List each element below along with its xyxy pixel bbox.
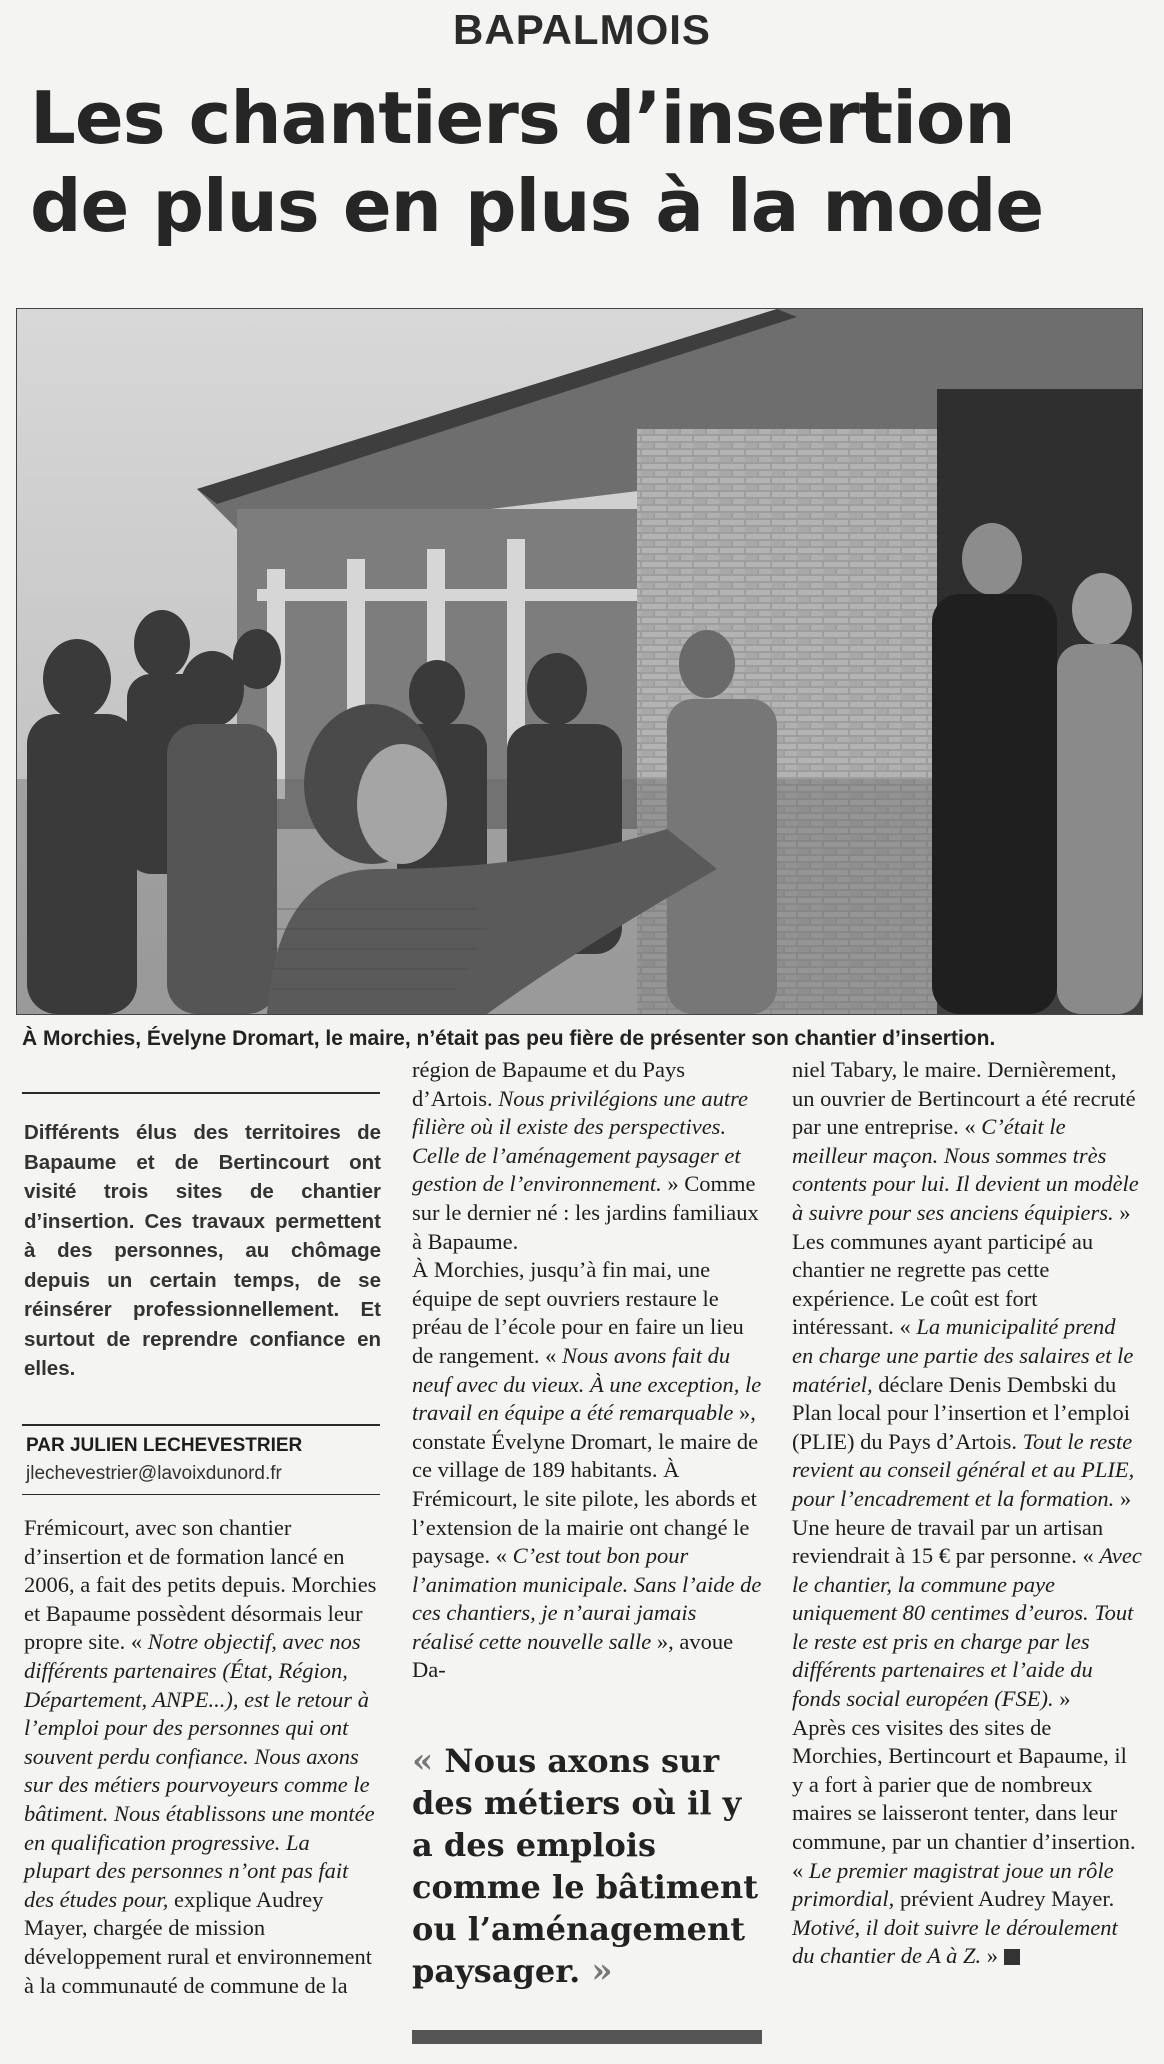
quote-run: Tout le reste revient au conseil général et au PLIE, pour l’encadrement et la formation.: [792, 1428, 1135, 1511]
pull-quote-text: Nous axons sur des métiers où il y a des emplois comme le bâtiment ou l’aménagement paysager.: [412, 1742, 759, 1990]
pull-quote-open-mark: «: [412, 1741, 434, 1781]
text-run: »: [1113, 1199, 1131, 1225]
text-run: Après ces visites des sites de Morchies, Bertincourt et Bapaume, il y a fort à parier que de nombreux maires se laisseront tenter, dans leur commune, par un chantier d’insertion. «: [792, 1714, 1136, 1883]
author-email[interactable]: jlechevestrier@lavoixdunord.fr: [26, 1463, 282, 1484]
text-run: Frémicourt, avec son chantier d’insertion et de formation lancé en 2006, a fait des petits depuis. Morchies et Bapaume possèdent désormais leur propre site. «: [24, 1515, 377, 1655]
quote-run: C’est tout bon pour l’animation municipale. Sans l’aide de ces chantiers, je n’aurai jamais réalisé cette nouvelle salle: [412, 1543, 762, 1654]
quote-run: Avec le chantier, la commune paye uniquement 80 centimes d’euros. Tout le reste est pris en charge par les différents partenaires et l’aide du fonds social européen (FSE).: [792, 1543, 1142, 1712]
text-run: », avoue Da-: [412, 1628, 734, 1683]
column-2: [412, 1056, 762, 1685]
headline: [30, 74, 1140, 250]
article-lead: Différents élus des territoires de Bapaume et de Bertincourt ont visité trois sites de chantier d’insertion. Ces travaux permettent à des personnes, au chômage depuis un certain temps, de se réinsérer professionnellement. Et surtout de reprendre confiance en elles.: [24, 1121, 381, 1380]
text-run: » Comme sur le dernier né : les jardins familiaux à Bapaume.: [412, 1171, 759, 1254]
text-run: explique Audrey Mayer, chargée de mission développement rural et environnement à la communauté de commune de la: [24, 1886, 372, 1998]
text-run: », constate Évelyne Dromart, le maire de ce village de 189 habitants. À Frémicourt, le site pilote, les abords et l’extension de la mairie ont changé le paysage. «: [412, 1400, 759, 1569]
text-run: région de Bapaume et du Pays d’Artois.: [412, 1057, 686, 1111]
text-run: niel Tabary, le maire. Dernièrement, un ouvrier de Bertincourt a été recruté par une entreprise. «: [792, 1057, 1136, 1140]
paragraph: [412, 1056, 762, 1256]
section-title: BAPALMOIS: [453, 6, 711, 53]
paragraph: [24, 1514, 381, 2000]
byline-rule-bottom: [22, 1494, 380, 1495]
text-run: »: [981, 1943, 999, 1969]
quote-run: Le premier magistrat joue un rôle primordial,: [792, 1857, 1114, 1912]
photo-caption: À Morchies, Évelyne Dromart, le maire, n’était pas peu fière de présenter son chantier d’insertion.: [22, 1027, 996, 1050]
quote-run: Motivé, il doit suivre le déroulement du chantier de A à Z.: [792, 1914, 1118, 1969]
quote-run: C’était le meilleur maçon. Nous sommes très contents pour lui. Il devient un modèle à suivre pour ses anciens équipiers.: [792, 1114, 1139, 1225]
column-rule: [22, 1092, 380, 1094]
quote-run: Nous avons fait du neuf avec du vieux. À une exception, le travail en équipe a été remarquable: [412, 1342, 762, 1426]
headline-line-2: de plus en plus à la mode: [30, 164, 1044, 248]
text-run: déclare Denis Dembski du Plan local pour l’insertion et l’emploi (PLIE) du Pays d’Artois.: [792, 1371, 1131, 1454]
paragraph: [792, 1056, 1142, 1228]
headline-line-1: Les chantiers d’insertion: [30, 76, 1015, 160]
text-run: À Morchies, jusqu’à fin mai, une équipe de sept ouvriers restaure le préau de l’école pour en faire un lieu de rangement. «: [412, 1257, 744, 1368]
byline-rule-top: [22, 1424, 380, 1426]
pull-quote: [412, 1740, 762, 1992]
quote-run: Notre objectif, avec nos différents partenaires (État, Région, Département, ANPE...), est le retour à l’emploi pour des personnes qui ont souvent perdu confiance. Nous axons sur des métiers pourvoyeurs comme le bâtiment. Nous établissons une montée en qualification progressive. La plupart des personnes n’ont pas fait des études pour,: [24, 1629, 375, 1912]
text-run: Les communes ayant participé au chantier ne regrette pas cette expérience. Le coût est fort intéressant. «: [792, 1228, 1094, 1340]
quote-run: La municipalité prend en charge une partie des salaires et le matériel,: [792, 1314, 1134, 1397]
pull-quote-bar: [412, 2030, 762, 2044]
end-of-article-mark: [1004, 1949, 1020, 1965]
paragraph: [412, 1256, 762, 1685]
column-3: [792, 1056, 1142, 1971]
text-run: » Une heure de travail par un artisan reviendrait à 15 € par personne. «: [792, 1485, 1132, 1569]
quote-run: Nous privilégions une autre filière où il existe des perspectives. Celle de l’aménagement paysager et gestion de l’environnement.: [412, 1085, 749, 1197]
author-byline: PAR JULIEN LECHEVESTRIER: [26, 1435, 303, 1456]
text-run: prévient Audrey Mayer.: [894, 1886, 1115, 1912]
text-run: »: [1053, 1686, 1071, 1712]
column-1: [24, 1514, 381, 2000]
pull-quote-close-mark: »: [591, 1951, 613, 1991]
paragraph: [792, 1714, 1142, 1971]
paragraph: [792, 1228, 1142, 1714]
article-photo: [16, 308, 1143, 1015]
